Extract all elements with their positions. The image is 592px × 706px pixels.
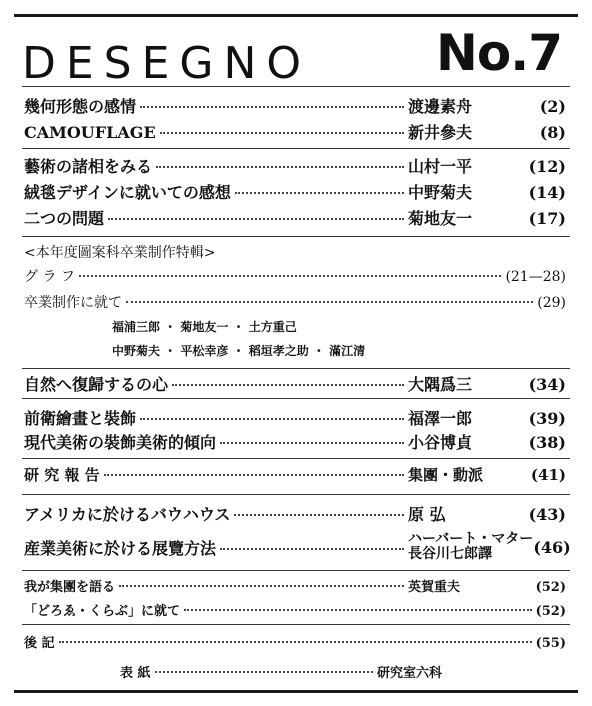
toc-entry[interactable] — [120, 662, 442, 681]
entry-title: 自然へ復歸するの心 — [24, 375, 169, 394]
toc-entry[interactable] — [24, 430, 566, 453]
leader-dots — [220, 442, 404, 444]
toc-entry[interactable] — [24, 180, 566, 203]
leader-dots — [104, 474, 404, 476]
entry-author: 原 弘 — [408, 505, 446, 524]
leader-dots — [140, 106, 404, 108]
magazine-title: DESEGNO — [22, 38, 312, 89]
toc-entry[interactable] — [24, 600, 566, 619]
leader-dots — [172, 384, 404, 386]
entry-author: 福澤一郎 — [408, 409, 473, 428]
divider — [22, 236, 570, 237]
toc-entry[interactable] — [24, 206, 566, 229]
entry-title: 後 記 — [24, 636, 55, 651]
divider — [22, 570, 570, 571]
divider — [22, 86, 570, 87]
leader-dots — [140, 418, 404, 420]
divider — [22, 494, 570, 495]
leader-dots — [235, 192, 404, 194]
entry-title: 卒業制作に就て — [24, 295, 122, 311]
leader-dots — [155, 671, 373, 673]
toc-entry[interactable] — [24, 94, 566, 117]
graduate-names: 福浦三郎 ・ 菊地友一 ・ 土方重己 — [112, 320, 297, 334]
entry-title: 二つの問題 — [24, 209, 105, 228]
toc-entry[interactable] — [24, 266, 566, 286]
toc-entry[interactable] — [24, 120, 566, 143]
entry-title: 「どろゑ・くらぶ」に就て — [24, 604, 181, 619]
entry-author: 研究室六科 — [376, 666, 442, 681]
entry-page: (41) — [530, 466, 566, 484]
leader-dots — [59, 641, 532, 643]
entry-title: 研 究 報 告 — [24, 466, 100, 484]
entry-page: (8) — [539, 123, 566, 142]
entry-page: (43) — [528, 505, 566, 524]
entry-author: ハーバート・マター — [408, 531, 534, 547]
divider — [22, 624, 570, 625]
entry-title: CAMOUFLAGE — [24, 123, 156, 142]
leader-dots — [156, 166, 404, 168]
divider — [22, 148, 570, 149]
entry-title: 我が集團を語る — [24, 580, 116, 595]
toc-entry[interactable] — [24, 464, 566, 485]
leader-dots — [119, 585, 404, 587]
entry-page: (34) — [528, 375, 566, 394]
entry-author: 小谷博貞 — [408, 433, 473, 452]
entry-author: 中野菊夫 — [408, 183, 473, 202]
entry-title: アメリカに於けるバウハウス — [24, 505, 231, 524]
divider — [22, 398, 570, 399]
toc-entry[interactable] — [24, 502, 566, 525]
entry-page: (46) — [533, 537, 571, 557]
issue-number: No.7 — [436, 24, 562, 82]
entry-title: 表 紙 — [120, 666, 151, 681]
entry-title: 産業美術に於ける展覽方法 — [24, 538, 217, 558]
entry-page: (52) — [535, 580, 566, 595]
entry-page: (21—28) — [505, 269, 566, 285]
leader-dots — [160, 132, 404, 134]
entry-author: 山村一平 — [408, 157, 473, 176]
entry-author: 集團・動派 — [408, 466, 484, 484]
entry-title: 幾何形態の感情 — [24, 97, 137, 116]
entry-translator: 長谷川七郎譯 — [408, 546, 492, 563]
entry-author: 英賀重夫 — [408, 580, 461, 595]
entry-page: (29) — [537, 295, 566, 311]
special-feature-heading: <本年度圖案科卒業制作特輯> — [24, 245, 216, 261]
entry-page: (39) — [528, 409, 566, 428]
toc-entry[interactable] — [24, 154, 566, 177]
entry-title: 藝術の諸相をみる — [24, 157, 153, 176]
leader-dots — [184, 609, 532, 611]
divider — [22, 458, 570, 459]
graduate-names: 中野菊夫 ・ 平松幸彦 ・ 稻垣孝之助 ・ 滿江清 — [112, 344, 366, 358]
top-rule — [14, 14, 578, 17]
entry-author: 大隅爲三 — [408, 375, 473, 394]
entry-title: 現代美術の裝飾美術的傾向 — [24, 433, 217, 452]
entry-page: (12) — [528, 157, 566, 176]
leader-dots — [234, 514, 404, 516]
leader-dots — [79, 275, 502, 277]
toc-entry[interactable] — [24, 632, 566, 651]
entry-page: (2) — [539, 97, 566, 116]
entry-title: 絨毯デザインに就いての感想 — [24, 183, 231, 202]
entry-page: (55) — [535, 636, 566, 651]
entry-page: (14) — [528, 183, 566, 202]
entry-author: 渡邊素舟 — [408, 97, 473, 116]
entry-page: (38) — [528, 433, 566, 452]
leader-dots — [126, 301, 533, 303]
toc-entry[interactable] — [24, 372, 566, 395]
entry-page: (17) — [528, 209, 566, 228]
toc-entry[interactable] — [24, 292, 566, 312]
entry-author: 菊地友一 — [408, 209, 473, 228]
toc-entry[interactable] — [24, 406, 566, 429]
bottom-rule — [14, 690, 578, 693]
entry-title: グ ラ フ — [24, 269, 75, 285]
leader-dots — [108, 218, 404, 220]
entry-author: 新井參夫 — [408, 123, 473, 142]
entry-page: (52) — [535, 604, 566, 619]
toc-entry[interactable] — [24, 576, 566, 595]
divider — [22, 368, 570, 369]
entry-title: 前衛繪畫と裝飾 — [24, 409, 137, 428]
toc-entry[interactable] — [24, 531, 571, 563]
leader-dots — [220, 548, 404, 550]
